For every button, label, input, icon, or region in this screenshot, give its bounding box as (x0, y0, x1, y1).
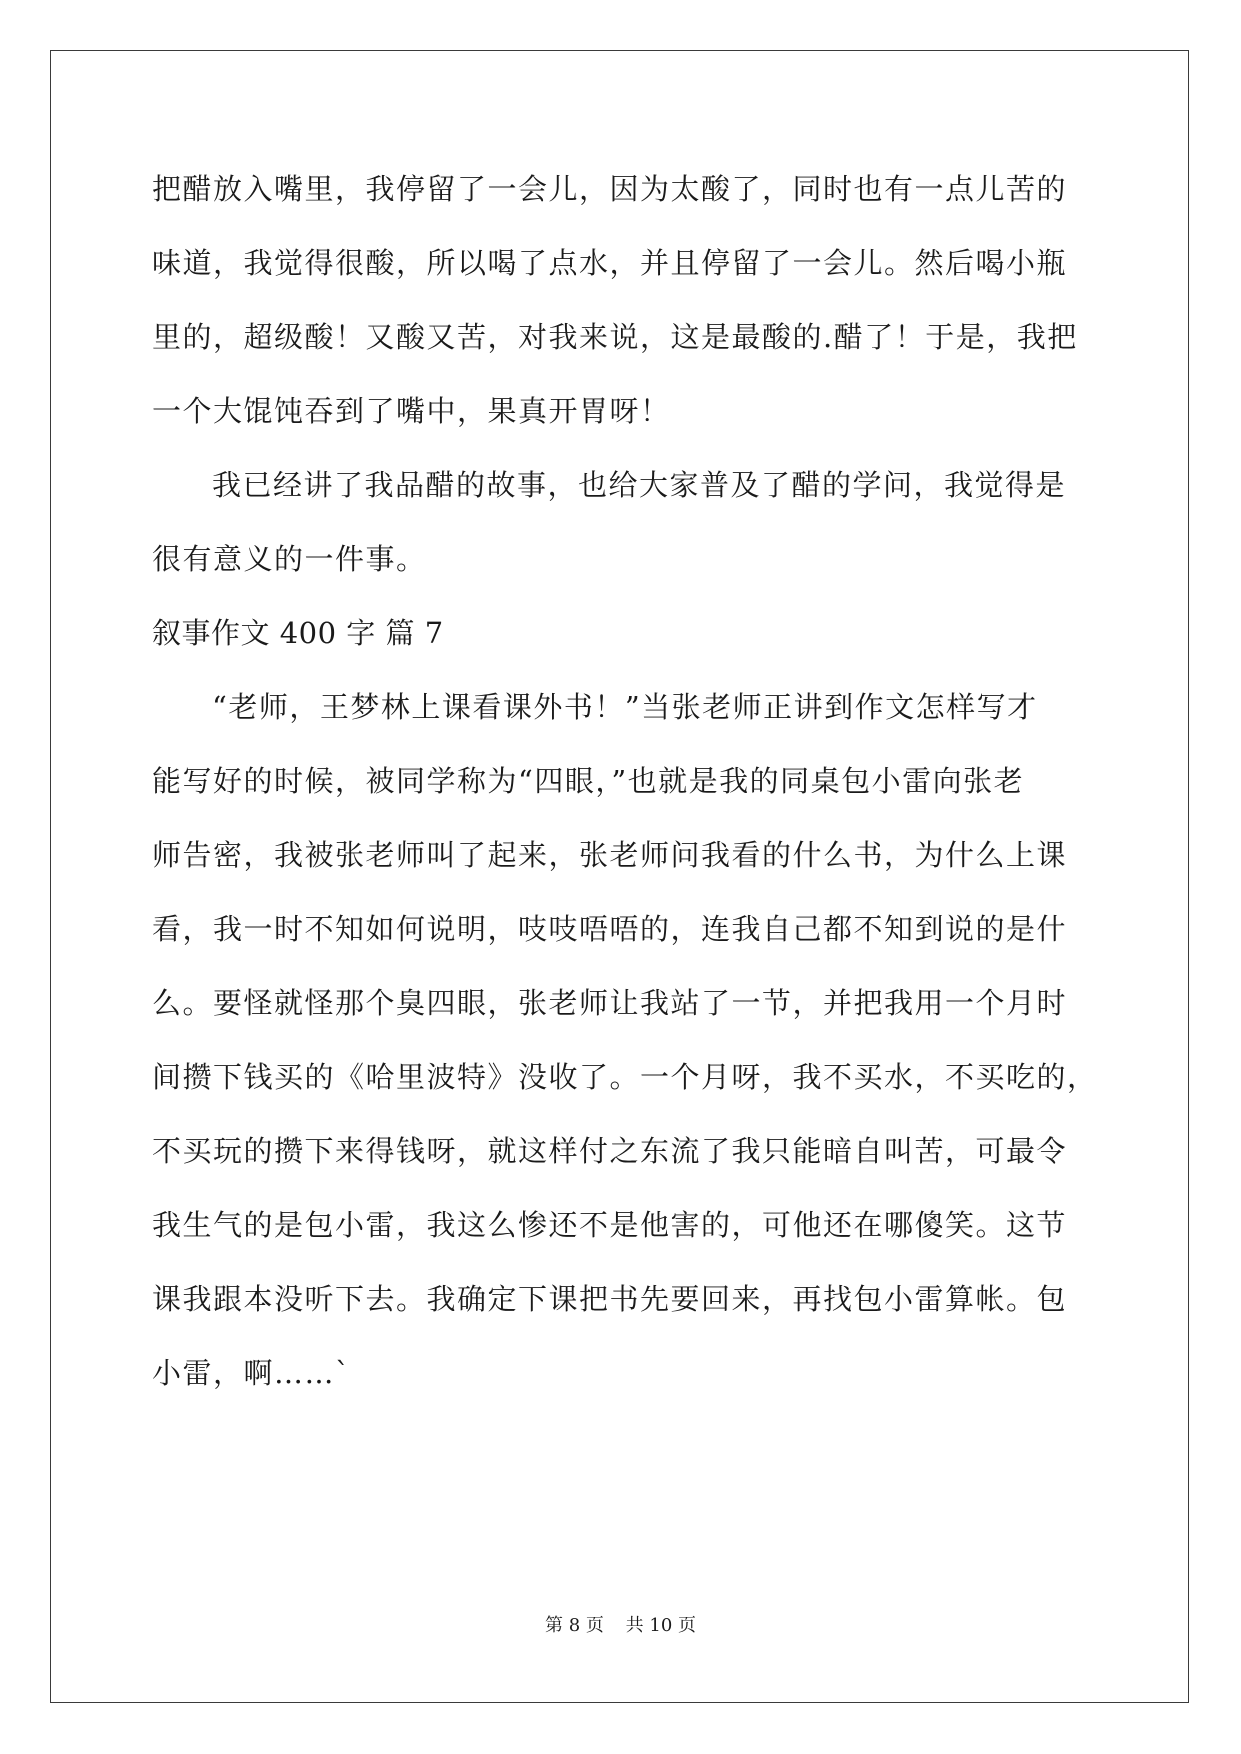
page-number-total: 共 10 页 (625, 1615, 696, 1636)
text-line: 能写好的时候，被同学称为“四眼，”也就是我的同桌包小雷向张老 (152, 764, 1025, 798)
text-line: 师告密，我被张老师叫了起来，张老师问我看的什么书，为什么上课 (152, 838, 1068, 872)
text-line: 很有意义的一件事。 (152, 542, 427, 576)
text-line: 里的，超级酸！又酸又苦，对我来说，这是最酸的.醋了！于是，我把 (152, 320, 1078, 354)
page-footer (0, 1614, 1241, 1638)
text-line: 一个大馄饨吞到了嘴中，果真开胃呀！ (152, 394, 671, 428)
text-line: 把醋放入嘴里，我停留了一会儿，因为太酸了，同时也有一点儿苦的 (152, 172, 1068, 206)
text-line: 我生气的是包小雷，我这么惨还不是他害的，可他还在哪傻笑。这节 (152, 1208, 1068, 1242)
section-heading: 叙事作文 400 字 篇 7 (152, 616, 444, 650)
paragraph-first-line: 我已经讲了我品醋的故事，也给大家普及了醋的学问，我觉得是 (212, 468, 1067, 502)
text-line: 课我跟本没听下去。我确定下课把书先要回来，再找包小雷算帐。包 (152, 1282, 1068, 1316)
page-number-current: 第 8 页 (545, 1615, 604, 1636)
paragraph-first-line: “老师，王梦林上课看课外书！”当张老师正讲到作文怎样写才 (212, 690, 1038, 724)
text-line: 不买玩的攒下来得钱呀，就这样付之东流了我只能暗自叫苦，可最令 (152, 1134, 1068, 1168)
text-line: 么。要怪就怪那个臭四眼，张老师让我站了一节，并把我用一个月时 (152, 986, 1068, 1020)
page-border (50, 50, 1189, 1703)
text-line: 看，我一时不知如何说明，吱吱唔唔的，连我自己都不知到说的是什 (152, 912, 1068, 946)
text-line: 味道，我觉得很酸，所以喝了点水，并且停留了一会儿。然后喝小瓶 (152, 246, 1068, 280)
text-line: 小雷，啊……` (152, 1356, 352, 1390)
text-line: 间攒下钱买的《哈里波特》没收了。一个月呀，我不买水，不买吃的， (152, 1060, 1098, 1094)
